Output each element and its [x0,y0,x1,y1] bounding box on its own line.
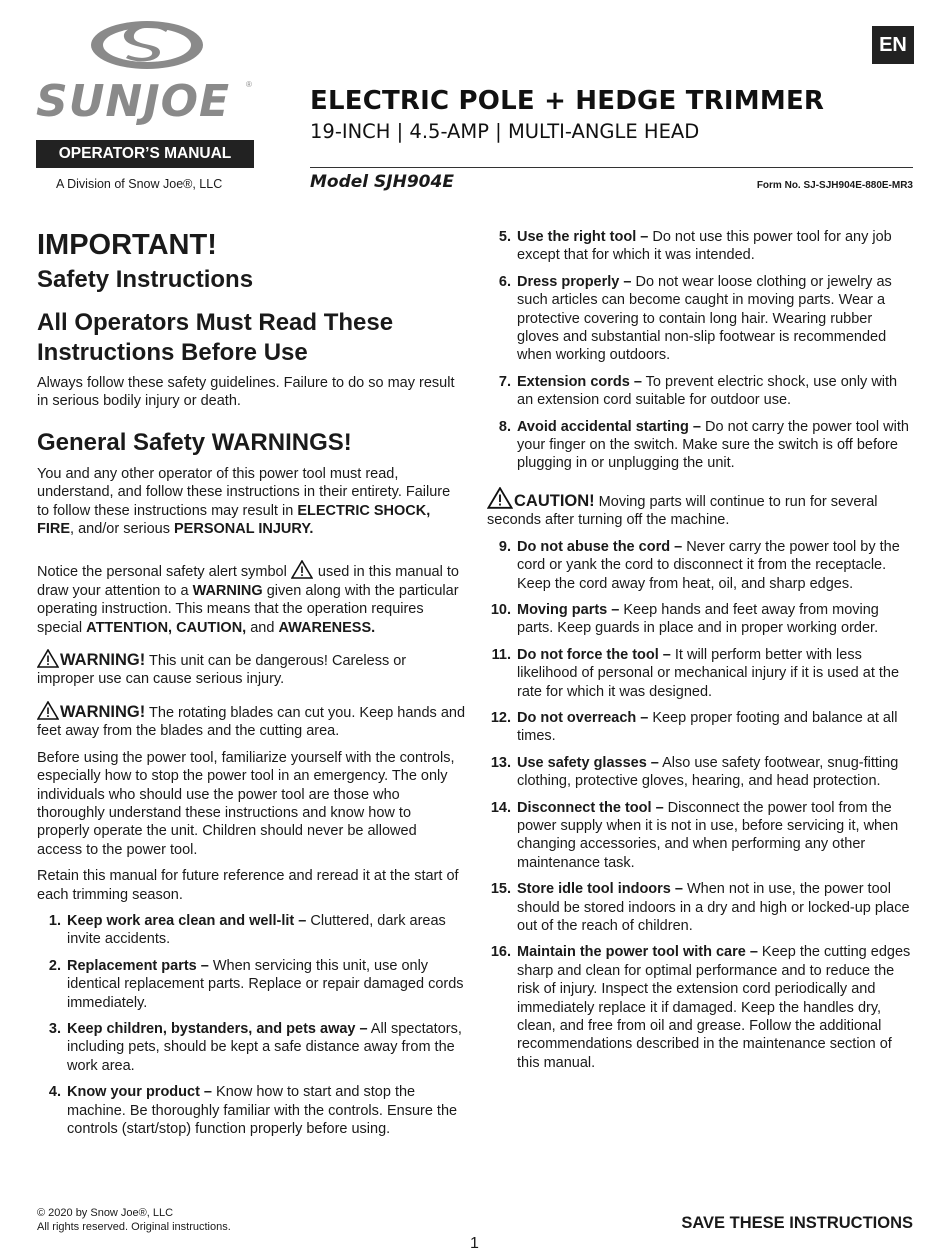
left-column [37,228,465,1146]
copyright-notice [37,1206,231,1234]
list-item: 10. Moving parts – Keep hands and feet away from moving parts. Keep guards in place and in proper working order. [490,601,879,637]
list-item: 16. Maintain the power tool with care – Keep the cutting edges sharp and clean for optimal performance and to reduce the risk of injury. Inspect the extension cord periodically and immediately replace it if damaged. Keep the handles dry, clean, and free from oil and grease. Follow the additional recommendations described in the maintenance section of this manual. [490,944,911,1071]
warning-dangerous: WARNING! This unit can be dangerous! Careless or improper use can cause serious injury. [37,651,407,688]
brand-registered-mark: ® [246,80,252,89]
product-title: ELECTRIC POLE + HEDGE TRIMMER [310,86,825,116]
form-number: Form No. SJ-SJH904E-880E-MR3 [756,180,913,191]
list-item: 5. Use the right tool – Do not use this power tool for any job except that for which it was intended. [498,229,892,264]
list-item: 11. Do not force the tool – It will perform better with less likelihood of personal or mechanical injury if it is used at the rate for which it was designed. [491,646,900,700]
rights-line: All rights reserved. Original instructions. [37,1221,231,1233]
list-item: 4. Know your product – Know how to start and stop the machine. Be thoroughly familiar with the controls. Ensure the controls (start/stop) function properly before using. [48,1084,458,1137]
list-item: 9. Do not abuse the cord – Never carry the power tool by the cord or yank the cord to disconnect it from the receptacle. Keep the cord away from heat, oil, and sharp edges. [498,538,900,592]
rules-list-right-a [487,228,914,473]
page-number: 1 [470,1235,479,1252]
brand-wordmark: SUNJOE [36,76,231,127]
list-item: 8. Avoid accidental starting – Do not carry the power tool with your finger on the switch. Make sure the switch is off before plugging in or unplugging the unit. [498,418,909,472]
list-item: 6. Dress properly – Do not wear loose clothing or jewelry as such articles can become caught in moving parts. Wear a protective covering to contain long hair. Wearing rubber gloves and substantial non-slip footwear is recommended when working outdoors. [498,273,892,364]
general-warnings-heading: General Safety WARNINGS! [37,428,352,456]
list-item: 7. Extension cords – To prevent electric shock, use only with an extension cord suitable for outdoor use. [498,373,898,409]
warning-triangle-icon [37,701,59,720]
warning-triangle-icon [37,649,59,668]
general-paragraph: You and any other operator of this power tool must read, understand, and follow these instructions in their entirety. Failure to follow these instructions may result in ELECTRIC SHOCK, FIRE, and/or serious PERSONAL INJURY. [37,465,451,538]
list-item: 15. Store idle tool indoors – When not in use, the power tool should be stored indoors in a dry and high or locked-up place out of the reach of children. [490,881,910,934]
header-divider [310,167,913,168]
list-item: 14. Disconnect the tool – Disconnect the power tool from the power supply when it is not in use, before servicing it, when changing accessories, and when performing any other maintenance task. [490,799,899,871]
language-badge: EN [872,26,914,64]
rules-list-left [37,912,465,1138]
copyright-line: © 2020 by Snow Joe®, LLC [37,1207,174,1219]
list-item: 1. Keep work area clean and well-lit – Cluttered, dark areas invite accidents. [48,912,446,948]
all-operators-heading: All Operators Must Read These Instructions Before Use [37,309,394,366]
retain-paragraph: Retain this manual for future reference and reread it at the start of each trimming season. [37,868,459,903]
warning-triangle-icon [291,560,313,579]
list-item: 12. Do not overreach – Keep proper footing and balance at all times. [490,709,898,745]
rules-list-right-b [487,538,914,1073]
caution-note: CAUTION! Moving parts will continue to run for several seconds after turning off the machine. [487,487,914,530]
list-item: 3. Keep children, bystanders, and pets away – All spectators, including pets, should be kept a safe distance away from the work area. [48,1020,462,1074]
operators-manual-label: OPERATOR’S MANUAL [36,140,254,168]
notice-paragraph: Notice the personal safety alert symbol used in this manual to draw your attention to a WARNING given along with the particular operating instruction. This means that the operation requires special ATTENTION, CAUTION, and AWARENESS. [37,560,465,637]
model-number: Model SJH904E [310,172,454,192]
save-instructions-label: SAVE THESE INSTRUCTIONS [681,1214,913,1232]
intro-paragraph: Always follow these safety guidelines. Failure to do so may result in serious bodily injury or death. [37,375,455,410]
important-heading: IMPORTANT! [37,229,217,261]
safety-instructions-heading: Safety Instructions [37,266,254,293]
right-column [487,228,914,1080]
before-using-paragraph: Before using the power tool, familiarize yourself with the controls, especially how to stop the power tool in an emergency. The only individuals who should use the power tool are those who thoroughly understand these instructions and know how to properly operate the unit. Children should never be allowed access to the power tool. [37,749,455,858]
warning-triangle-icon [487,487,513,509]
warning-blades: WARNING! The rotating blades can cut you. Keep hands and feet away from the blades and the cutting area. [37,702,466,740]
list-item: 2. Replacement parts – When servicing this unit, use only identical replacement parts. Replace or repair damaged cords immediately. [48,957,464,1011]
division-text: A Division of Snow Joe®, LLC [56,177,223,191]
product-subtitle: 19-INCH | 4.5-AMP | MULTI-ANGLE HEAD [310,120,700,143]
sunjoe-logo-icon [88,18,206,72]
list-item: 13. Use safety glasses – Also use safety footwear, snug-fitting clothing, protective gloves, hearing, and head protection. [490,754,899,790]
